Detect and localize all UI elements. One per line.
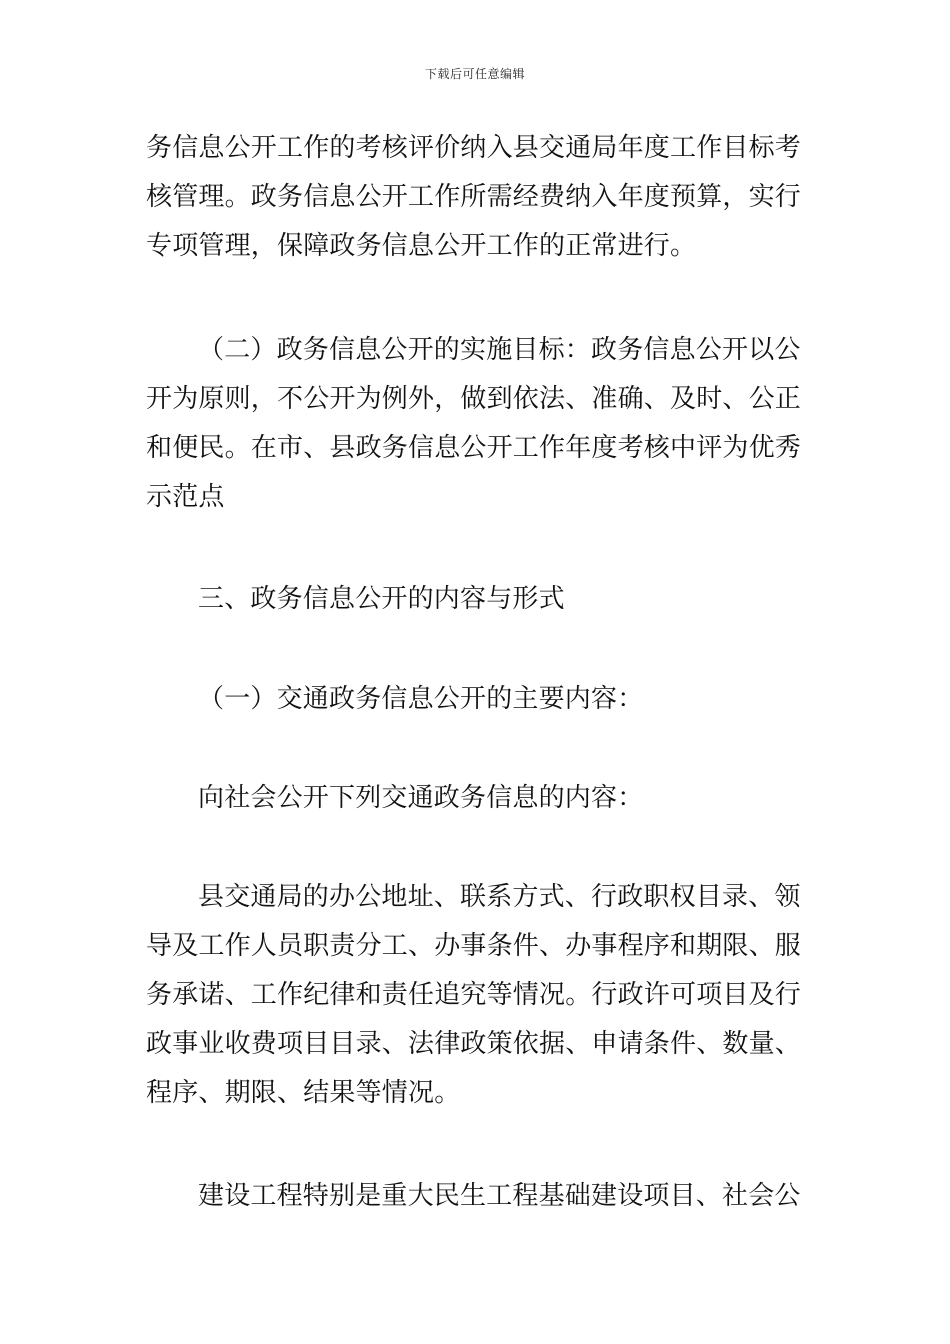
- paragraph-construction: [146, 1172, 808, 1221]
- text-line: 县交通局的办公地址、联系方式、行政职权目录、领: [198, 882, 801, 912]
- paragraph-bureau-info: [146, 873, 808, 1118]
- text-line: 和便民。在市、县政务信息公开工作年度考核中评为优秀: [146, 433, 802, 463]
- text-line: 核管理。政务信息公开工作所需经费纳入年度预算，实行: [146, 182, 802, 212]
- text-line: 三、政务信息公开的内容与形式: [198, 584, 565, 614]
- paragraph-continuation: [146, 124, 808, 271]
- text-line: 示范点: [146, 482, 225, 512]
- section-heading: [146, 575, 808, 624]
- paragraph-implementation-goals: [146, 326, 808, 522]
- text-line: 向社会公开下列交通政务信息的内容：: [198, 783, 644, 813]
- text-line: 程序、期限、结果等情况。: [146, 1078, 461, 1108]
- page-header: 下载后可任意编辑: [424, 67, 525, 81]
- text-line: 导及工作人员职责分工、办事条件、办事程序和期限、服: [146, 931, 802, 961]
- text-line: 政事业收费项目目录、法律政策依据、申请条件、数量、: [146, 1029, 802, 1059]
- text-line: 建设工程特别是重大民生工程基础建设项目、社会公: [198, 1181, 801, 1211]
- text-line: （一）交通政务信息公开的主要内容：: [198, 684, 644, 714]
- text-line: 开为原则，不公开为例外，做到依法、准确、及时、公正: [146, 384, 802, 414]
- text-line: 专项管理，保障政务信息公开工作的正常进行。: [146, 231, 697, 261]
- text-line: 务承诺、工作纪律和责任追究等情况。行政许可项目及行: [146, 980, 802, 1010]
- subsection-heading: [146, 675, 808, 724]
- text-line: （二）政务信息公开的实施目标：政务信息公开以公: [198, 335, 801, 365]
- text-line: 务信息公开工作的考核评价纳入县交通局年度工作目标考: [146, 133, 802, 163]
- paragraph-intro: [146, 774, 808, 823]
